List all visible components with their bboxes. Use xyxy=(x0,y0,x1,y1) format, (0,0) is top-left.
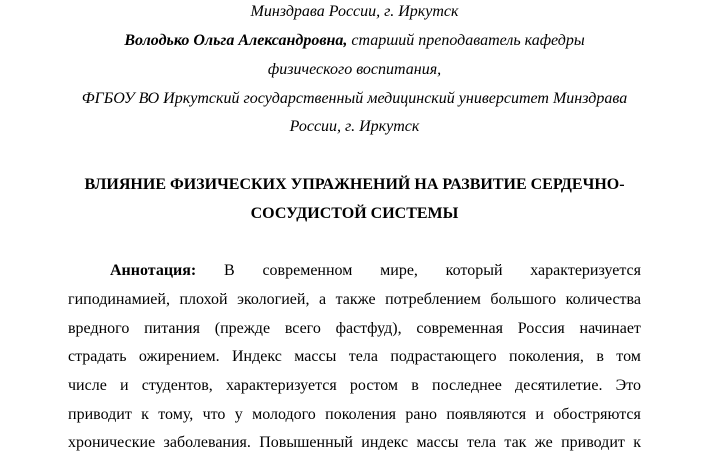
word: рано xyxy=(405,406,438,423)
article-title-line-2: СОСУДИСТОЙ СИСТЕМЫ xyxy=(250,205,459,222)
abstract-line-5 xyxy=(68,376,641,396)
word: большого xyxy=(490,291,557,308)
word: питания xyxy=(144,320,200,337)
word: тела xyxy=(466,434,497,451)
word: и xyxy=(120,377,129,394)
word: ростом xyxy=(349,377,399,394)
word: в xyxy=(596,348,604,365)
word: фастфуд), xyxy=(335,320,402,337)
abstract-line-2 xyxy=(68,290,641,310)
abstract-line-4 xyxy=(68,347,641,367)
author-role-continued: физического воспитания, xyxy=(267,61,442,78)
word: заболевания. xyxy=(163,434,251,451)
word: страдать xyxy=(68,348,127,365)
word: Повышенный xyxy=(259,434,353,451)
word: к xyxy=(633,434,641,451)
word: потреблением xyxy=(385,291,481,308)
word: Это xyxy=(615,377,641,394)
word: современная xyxy=(416,320,503,337)
word: Россия xyxy=(517,320,565,337)
word: же xyxy=(534,434,553,451)
word: начинает xyxy=(579,320,641,337)
article-title-line-1: ВЛИЯНИЕ ФИЗИЧЕСКИХ УПРАЖНЕНИЙ НА РАЗВИТИЕ СЕРДЕЧНО- xyxy=(84,176,625,193)
word: студентов, xyxy=(141,377,213,394)
word: а xyxy=(318,291,327,308)
word: плохой xyxy=(179,291,228,308)
word: гиподинамией, xyxy=(68,291,170,308)
abstract-line-6 xyxy=(68,405,641,425)
word: приводит xyxy=(68,406,132,423)
word: к xyxy=(141,406,149,423)
abstract-line-1 xyxy=(110,261,641,281)
abstract-line-7 xyxy=(68,433,641,453)
word: мире, xyxy=(380,262,418,279)
word: том xyxy=(616,348,641,365)
word: (прежде xyxy=(214,320,271,337)
word: подрастающего xyxy=(390,348,497,365)
word: массы xyxy=(416,434,459,451)
word: индекс xyxy=(361,434,409,451)
abstract-label: Аннотация: xyxy=(110,262,197,279)
word: и xyxy=(535,406,544,423)
word: характеризуется xyxy=(530,262,641,279)
word: в xyxy=(411,377,419,394)
author-role: старший преподаватель кафедры xyxy=(347,32,585,49)
word: тому, xyxy=(158,406,194,423)
author-line xyxy=(0,31,709,51)
word: В xyxy=(224,262,235,279)
word: поколения xyxy=(325,406,397,423)
word: характеризуется xyxy=(225,377,337,394)
word: у xyxy=(234,406,243,423)
abstract-line-3 xyxy=(68,319,641,339)
word: хронические xyxy=(68,434,156,451)
word: появляются xyxy=(446,406,527,423)
word: массы xyxy=(294,348,337,365)
word: приводит xyxy=(561,434,625,451)
word: Индекс xyxy=(232,348,282,365)
affiliation-line: Минздрава России, г. Иркутск xyxy=(250,3,459,20)
organization-line-2: России, г. Иркутск xyxy=(289,118,420,135)
word: тела xyxy=(348,348,378,365)
word: молодого xyxy=(252,406,316,423)
word: который xyxy=(445,262,503,279)
word: так xyxy=(504,434,527,451)
word: обостряются xyxy=(553,406,641,423)
organization-line-1: ФГБОУ ВО Иркутский государственный медицинский университет Минздрава xyxy=(81,90,628,107)
word: вредного xyxy=(68,320,130,337)
word: всего xyxy=(284,320,321,337)
word: числе xyxy=(68,377,107,394)
word: также xyxy=(335,291,376,308)
word: современном xyxy=(262,262,353,279)
word: ожирением. xyxy=(138,348,220,365)
word: десятилетие. xyxy=(515,377,603,394)
author-name: Володько Ольга Александровна, xyxy=(124,32,348,49)
word: экологией, xyxy=(237,291,310,308)
word: поколения, xyxy=(509,348,584,365)
word: последнее xyxy=(432,377,502,394)
word: количества xyxy=(565,291,641,308)
word: что xyxy=(202,406,226,423)
